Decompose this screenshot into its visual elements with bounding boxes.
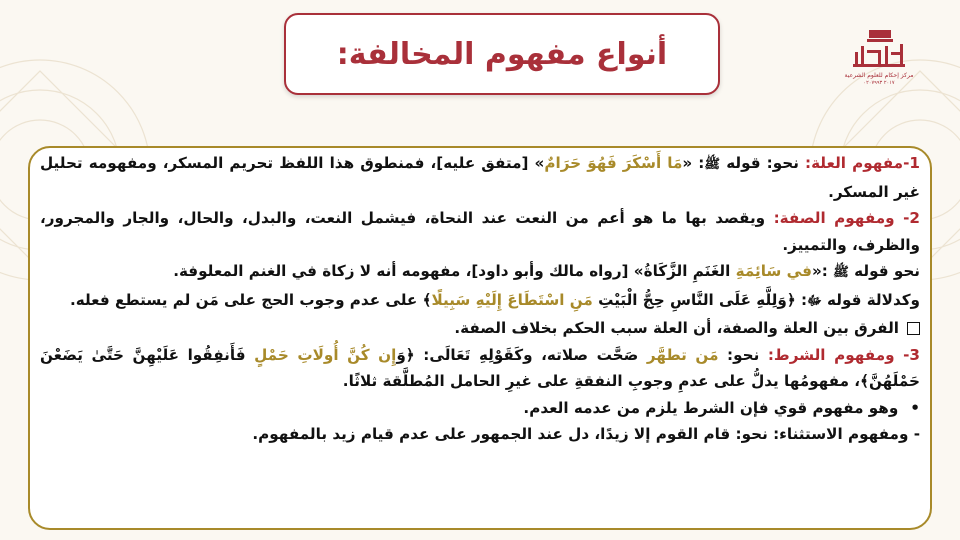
- salutation-glyph: ﷺ: [833, 265, 849, 280]
- highlighted-verse: إِن كُنَّ أُولَاتِ حَمْلٍ: [254, 345, 397, 364]
- paragraph-shart-strength: [40, 395, 920, 422]
- text: نحو: قوله: [720, 154, 806, 172]
- text: : ﴿وَلِلَّهِ عَلَى النَّاسِ حِجُّ الْبَيْتِ: [592, 290, 808, 309]
- paragraph-difference-note: [40, 315, 920, 342]
- logo-mark-icon: [847, 30, 911, 70]
- logo: [846, 30, 912, 96]
- text: ويقصد بها ما هو أعم من النعت عند النحاة، فيشمل النعت، والبدل، والحال، والجار والمجرور، والظرف، والتمييز.: [40, 209, 920, 254]
- checkbox-square-icon: [907, 322, 920, 335]
- slide-title: أنواع مفهوم المخالفة:: [336, 36, 668, 72]
- logo-number: ٢٠١٧ ٠٢٠٧٩٩٣: [863, 80, 895, 86]
- text: ومفهوم الاستثناء: نحو: قام القوم إلا زيدًا، دل عند الجمهور على عدم قيام زيد بالمفهوم.: [252, 425, 914, 443]
- text: الغَنَمِ الزَّكَاةُ» [رواه مالك وأبو داود]، مفهومه أنه لا زكاة في الغنم المعلوفة.: [173, 262, 736, 280]
- text: نحو:: [718, 345, 768, 364]
- text: وهو مفهوم قوي فإن الشرط يلزم من عدمه العدم.: [523, 398, 899, 417]
- item-number: 1-: [903, 154, 920, 172]
- bullet-icon: •: [910, 398, 920, 417]
- highlighted-word: في سَائِمَةِ: [735, 262, 812, 280]
- item-label: ومفهوم الصفة:: [773, 209, 904, 227]
- text: الفرق بين العلة والصفة، أن العلة سبب الحكم بخلاف الصفة.: [454, 319, 899, 337]
- text: وكدلالة قوله: [821, 290, 920, 309]
- content-box: [28, 146, 932, 530]
- salutation-glyph: ﷺ: [704, 157, 721, 172]
- text: » [متفق عليه]، فمنطوق هذا اللفظ تحريم المسكر، ومفهومه تحليل غير المسكر.: [40, 154, 920, 201]
- text: نحو قوله: [848, 262, 920, 280]
- text: : «: [682, 154, 705, 172]
- text: فَأَنفِقُوا عَلَيْهِنَّ حَتَّىٰ يَضَعْنَ حَمْلَهُنَّ﴾، مفهومُها يدلُّ على عدمِ وجوبِ النفقةِ على غيرِ الحامل المُطلَّقة ثلاثًا.: [40, 345, 920, 390]
- paragraph-sifah: [40, 205, 920, 258]
- slide-title-box: [284, 13, 720, 95]
- item-label: مفهوم العلة:: [805, 154, 904, 172]
- text: صَحَّت صلاته، وكَقَوْلِهِ تَعَالَى: ﴿وَ: [396, 345, 647, 364]
- text: :«: [811, 262, 834, 280]
- hadith-quote: مَا أَسْكَرَ فَهُوَ حَرَامٌ: [544, 154, 683, 172]
- paragraph-illah: [40, 150, 920, 205]
- item-label: ومفهوم الشرط:: [767, 345, 904, 364]
- item-number: 3-: [903, 345, 920, 364]
- paragraph-sifah-example-1: [40, 258, 920, 287]
- highlighted-verse: مَنِ اسْتَطَاعَ إِلَيْهِ سَبِيلًا: [431, 290, 593, 309]
- logo-subtitle: مركز إحكام للعلوم الشرعية: [844, 72, 914, 79]
- item-number: 2-: [903, 209, 920, 227]
- dash-marker: -: [913, 425, 920, 443]
- glorification-glyph: ﷻ: [807, 293, 822, 309]
- paragraph-istithna: [40, 421, 920, 448]
- highlighted-word: مَن تطهَّر: [646, 345, 719, 364]
- paragraph-shart: [40, 342, 920, 395]
- text: ﴾ على عدم وجوب الحج على مَن لم يستطع فعله.: [69, 290, 432, 309]
- paragraph-sifah-example-2: [40, 287, 920, 316]
